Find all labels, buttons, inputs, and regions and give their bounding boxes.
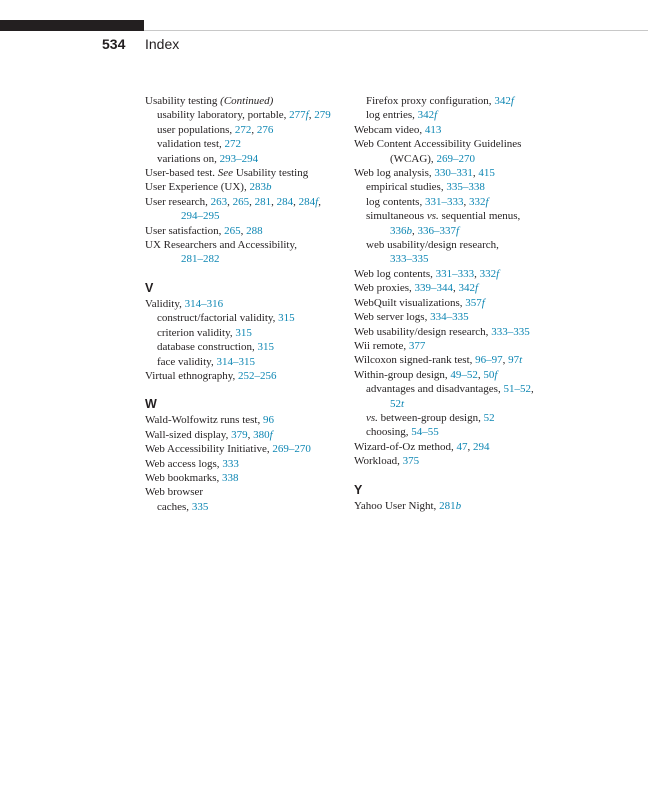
page-reference-link[interactable]: f	[485, 195, 489, 208]
entry-text: Web log contents,	[354, 267, 436, 280]
page-reference-link[interactable]: f	[269, 428, 273, 441]
entry-text: ,	[271, 195, 277, 208]
entry-text: ,	[227, 195, 233, 208]
index-entry	[145, 195, 345, 209]
entry-text: Within-group design,	[354, 368, 451, 381]
index-entry	[354, 353, 564, 367]
page-reference-link[interactable]: 339–344	[414, 282, 454, 295]
italic-text: (Continued)	[220, 95, 274, 107]
index-entry	[354, 368, 564, 382]
page-reference-link[interactable]: 281–282	[181, 253, 220, 266]
entry-text: Yahoo User Night,	[354, 499, 440, 512]
entry-text: Web log analysis,	[354, 167, 435, 180]
page-reference-link[interactable]: 332	[479, 267, 497, 280]
index-subentry	[145, 209, 345, 223]
index-entry	[354, 267, 564, 281]
page-reference-link[interactable]: 96–97	[475, 354, 503, 367]
entry-text: User-based test.	[145, 167, 218, 180]
index-entry	[354, 123, 564, 137]
index-entry	[145, 238, 345, 252]
entry-text: Workload,	[354, 455, 403, 468]
page-reference-link[interactable]: 52	[390, 397, 401, 410]
entry-text: Wald-Wolfowitz runs test,	[145, 414, 263, 427]
index-entry	[145, 485, 345, 499]
index-entry	[354, 440, 564, 454]
entry-text: log contents,	[366, 195, 425, 208]
index-entry	[354, 310, 564, 324]
section-spacer	[354, 469, 564, 483]
page-reference-link[interactable]: 294	[473, 440, 490, 453]
entry-text: Wilcoxon signed-rank test,	[354, 354, 476, 367]
index-subentry	[145, 500, 345, 514]
entry-text: ,	[308, 109, 315, 122]
page-reference-link[interactable]: 281	[439, 499, 456, 512]
page-reference-link[interactable]: 49–52	[450, 368, 478, 381]
index-subentry	[354, 209, 564, 223]
entry-text: Web server logs,	[354, 311, 431, 324]
page-reference-link[interactable]: f	[315, 195, 319, 208]
index-entry	[354, 499, 564, 513]
page-reference-link[interactable]: 263	[210, 195, 228, 208]
page-reference-link[interactable]: 333–335	[491, 325, 530, 338]
page-reference-link[interactable]: 265	[224, 224, 241, 237]
page-reference-link[interactable]: 315	[257, 341, 274, 354]
entry-text: ,	[530, 383, 534, 396]
page-reference-link[interactable]: b	[265, 181, 272, 194]
entry-text: Virtual ethnography,	[145, 369, 239, 382]
index-subentry	[145, 108, 345, 122]
index-subentry	[354, 180, 564, 194]
page-reference-link[interactable]: 272	[234, 123, 252, 136]
entry-text: ,	[453, 282, 459, 295]
entry-text: variations on,	[157, 152, 220, 165]
page-reference-link[interactable]: 269–270	[272, 443, 311, 456]
entry-text: ,	[251, 123, 257, 136]
index-entry	[145, 297, 345, 311]
index-subentry	[354, 152, 564, 166]
index-subentry	[354, 411, 564, 425]
page-number: 534	[102, 36, 126, 52]
page-reference-link[interactable]: t	[401, 397, 405, 410]
page-reference-link[interactable]: f	[494, 368, 498, 381]
entry-text: User research,	[145, 195, 211, 208]
entry-text: caches,	[157, 500, 192, 513]
index-entry	[354, 137, 564, 151]
page-reference-link[interactable]: f	[510, 95, 514, 107]
index-subentry	[354, 238, 564, 252]
entry-text: construct/factorial validity,	[157, 312, 279, 325]
entry-text: criterion validity,	[157, 326, 236, 339]
page-reference-link[interactable]: b	[406, 224, 412, 237]
entry-text: web usability/design research,	[366, 239, 499, 252]
index-entry	[145, 369, 345, 383]
index-subentry	[145, 252, 345, 266]
entry-text: simultaneous	[366, 210, 427, 223]
page-reference-link[interactable]: 96	[262, 414, 274, 427]
entry-text: face validity,	[157, 355, 217, 368]
page-reference-link[interactable]: 283	[249, 181, 266, 194]
index-entry	[145, 224, 345, 238]
entry-text: Usability testing	[145, 95, 221, 107]
page-reference-link[interactable]: b	[455, 499, 462, 512]
entry-text: ,	[472, 167, 479, 180]
index-entry	[145, 471, 345, 485]
page-reference-link[interactable]: 276	[256, 123, 274, 136]
page-reference-link[interactable]: 342	[417, 109, 435, 122]
entry-text: ,	[474, 267, 480, 280]
page-reference-link[interactable]: 277	[289, 109, 306, 122]
page-reference-link[interactable]: 52	[483, 411, 495, 424]
page-reference-link[interactable]: 314–316	[184, 297, 224, 310]
entry-text: sequential menus,	[438, 210, 521, 223]
index-subentry	[354, 425, 564, 439]
index-subentry	[354, 224, 564, 238]
entry-text: usability laboratory, portable,	[157, 109, 290, 122]
section-letter: Y	[354, 482, 363, 497]
page-reference-link[interactable]: f	[434, 109, 438, 122]
entry-text: UX Researchers and Accessibility,	[145, 239, 298, 252]
entry-text: database construction,	[157, 341, 258, 354]
entry-text: ,	[249, 195, 255, 208]
italic-text: vs.	[366, 411, 378, 424]
index-entry	[145, 94, 345, 108]
section-spacer	[145, 383, 345, 397]
page-reference-link[interactable]: 335	[191, 500, 209, 513]
page-reference-link[interactable]: 334–335	[430, 311, 469, 324]
entry-text: Webcam video,	[354, 123, 425, 136]
index-entry	[145, 428, 345, 442]
page-reference-link[interactable]: 333–335	[390, 253, 429, 266]
page-reference-link[interactable]: 335–338	[446, 181, 485, 194]
index-entry	[145, 442, 345, 456]
index-subentry	[354, 382, 564, 396]
index-entry	[354, 339, 564, 353]
index-subentry	[145, 311, 345, 325]
index-entry	[145, 457, 345, 471]
page-reference-link[interactable]: f	[305, 109, 309, 122]
entry-text: ,	[318, 195, 321, 208]
page-reference-link[interactable]: 332	[468, 195, 486, 208]
entry-text: Web access logs,	[145, 457, 223, 470]
page-reference-link[interactable]: 272	[224, 138, 242, 151]
entry-text: Web browser	[145, 486, 204, 499]
entry-text: between-group design,	[377, 411, 484, 424]
entry-text: ,	[502, 354, 509, 367]
index-entry	[354, 325, 564, 339]
entry-text: advantages and disadvantages,	[366, 383, 504, 396]
index-entry	[145, 166, 345, 180]
index-entry	[354, 166, 564, 180]
entry-text: Wall-sized display,	[145, 428, 232, 441]
section-letter: V	[145, 280, 154, 295]
page-reference-link[interactable]: 293–294	[219, 152, 259, 165]
page-reference-link[interactable]: 284	[276, 195, 294, 208]
page-reference-link[interactable]: 54–55	[411, 426, 439, 439]
index-subentry	[354, 108, 564, 122]
header-rule	[144, 30, 648, 31]
index-entry	[354, 454, 564, 468]
entry-text: WebQuilt visualizations,	[354, 296, 466, 309]
page-reference-link[interactable]: 336	[390, 224, 407, 237]
page-reference-link[interactable]: 379	[231, 428, 248, 441]
index-entry	[354, 281, 564, 295]
index-subentry	[145, 152, 345, 166]
entry-text: ,	[240, 224, 247, 237]
index-subentry	[145, 326, 345, 340]
entry-text: ,	[412, 224, 418, 237]
running-head: Index	[145, 36, 180, 52]
page-reference-link[interactable]: 331–333	[424, 195, 464, 208]
index-subentry	[354, 252, 564, 266]
index-subentry	[354, 195, 564, 209]
page-reference-link[interactable]: 281	[254, 195, 272, 208]
page-reference-link[interactable]: 338	[222, 471, 239, 484]
entry-text: User Experience (UX),	[145, 181, 250, 194]
page-reference-link[interactable]: 342	[458, 282, 476, 295]
page-reference-link[interactable]: 288	[246, 224, 263, 237]
entry-text: ,	[463, 195, 469, 208]
page-reference-link[interactable]: 252–256	[238, 369, 277, 382]
italic-text: vs.	[426, 210, 439, 223]
page-reference-link[interactable]: 279	[314, 109, 331, 122]
index-entry	[145, 413, 345, 427]
italic-text: See	[217, 167, 234, 180]
entry-text: ,	[467, 440, 473, 453]
index-subentry	[145, 123, 345, 137]
page-reference-link[interactable]: 333	[222, 457, 239, 470]
index-subentry	[145, 137, 345, 151]
section-spacer	[145, 267, 345, 281]
entry-text: Web Accessibility Initiative,	[145, 443, 273, 456]
entry-text: Web Content Accessibility Guidelines	[354, 138, 522, 151]
page-reference-link[interactable]: 415	[478, 167, 495, 180]
page-reference-link[interactable]: 314–315	[216, 355, 255, 368]
index-column-right	[354, 94, 564, 513]
page-reference-link[interactable]: 269–270	[436, 152, 475, 165]
page-reference-link[interactable]: 375	[402, 455, 420, 468]
entry-text: ,	[247, 428, 254, 441]
page-reference-link[interactable]: 336–337	[417, 224, 456, 237]
page-reference-link[interactable]: 330–331	[434, 167, 473, 180]
page-reference-link[interactable]: 284	[298, 195, 316, 208]
page-reference-link[interactable]: 357	[465, 296, 482, 309]
page-reference-link[interactable]: 47	[456, 440, 468, 453]
page-reference-link[interactable]: t	[519, 354, 523, 367]
entry-text: (WCAG),	[390, 152, 437, 165]
index-subentry	[354, 94, 564, 108]
page-reference-link[interactable]: f	[456, 224, 460, 237]
entry-text: validation test,	[157, 138, 225, 151]
page-reference-link[interactable]: f	[475, 282, 479, 295]
entry-text: ,	[293, 195, 299, 208]
entry-text: Firefox proxy configuration,	[366, 95, 495, 107]
index-subentry	[145, 355, 345, 369]
index-subentry	[145, 340, 345, 354]
entry-text: User satisfaction,	[145, 224, 225, 237]
page-reference-link[interactable]: 342	[494, 95, 511, 107]
entry-text: log entries,	[366, 109, 418, 122]
index-entry	[145, 180, 345, 194]
page-reference-link[interactable]: 51–52	[503, 383, 531, 396]
page-reference-link[interactable]: 50	[483, 368, 495, 381]
page-reference-link[interactable]: f	[496, 267, 500, 280]
entry-text: empirical studies,	[366, 181, 447, 194]
page-reference-link[interactable]: 377	[408, 339, 426, 352]
page-reference-link[interactable]: 97	[508, 354, 520, 367]
page-reference-link[interactable]: 413	[424, 123, 442, 136]
index-subentry	[354, 397, 564, 411]
page-reference-link[interactable]: f	[481, 296, 485, 309]
page-reference-link[interactable]: 294–295	[181, 210, 220, 223]
entry-text: Web bookmarks,	[145, 471, 223, 484]
page-reference-link[interactable]: 331–333	[435, 267, 475, 280]
entry-text: Wizard-of-Oz method,	[354, 440, 457, 453]
section-letter: W	[145, 397, 157, 412]
entry-text: Validity,	[145, 297, 185, 310]
index-entry	[354, 296, 564, 310]
entry-text: Web usability/design research,	[354, 325, 492, 338]
page-reference-link[interactable]: 315	[235, 326, 252, 339]
page-reference-link[interactable]: 315	[278, 312, 295, 325]
page-reference-link[interactable]: 265	[232, 195, 250, 208]
entry-text: Web proxies,	[354, 282, 415, 295]
index-column-left	[145, 94, 345, 514]
entry-text: ,	[477, 368, 484, 381]
header-bar	[0, 20, 144, 31]
entry-text: Usability testing	[233, 167, 309, 180]
entry-text: user populations,	[157, 123, 235, 136]
page-reference-link[interactable]: 380	[253, 428, 270, 441]
entry-text: Wii remote,	[354, 339, 409, 352]
entry-text: choosing,	[366, 426, 412, 439]
